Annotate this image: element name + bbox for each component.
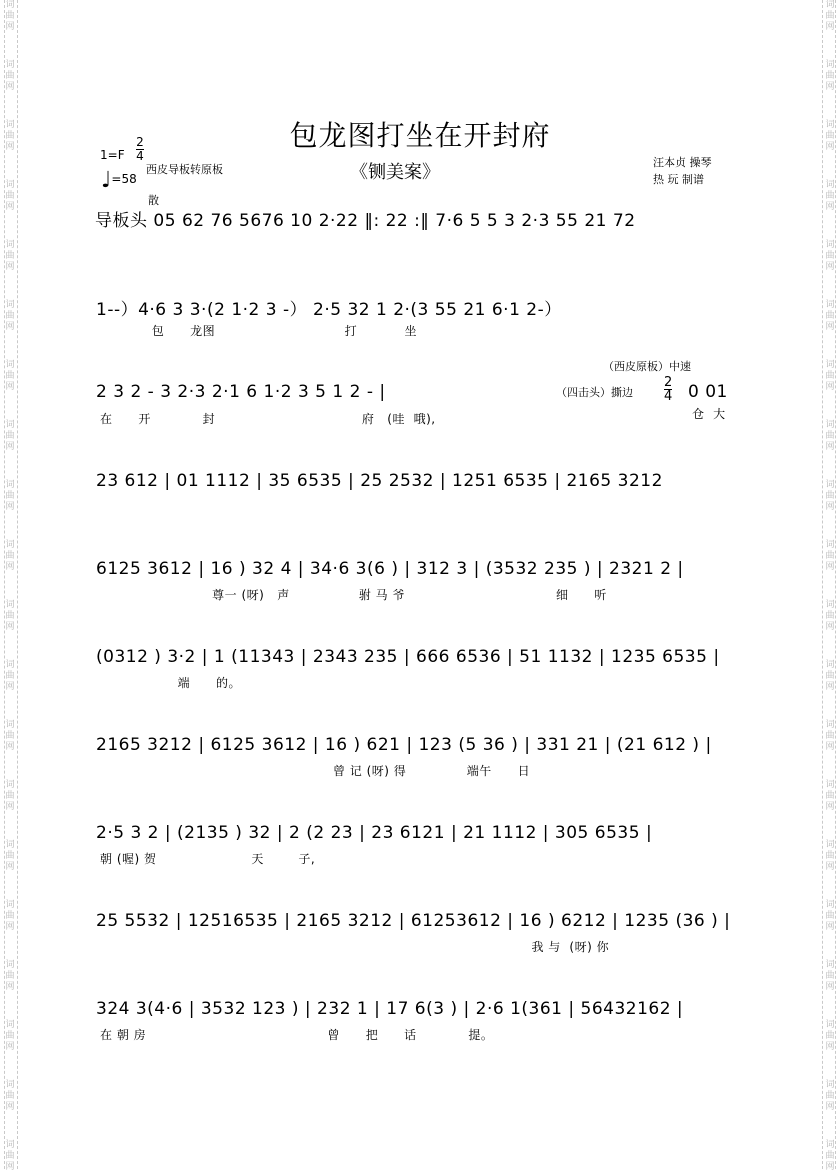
watermark-stamp: 词 曲 网 [5, 180, 15, 212]
lyric-line-3: 在 开 封 府 (哇 哦), [100, 412, 436, 426]
staff-line-8: 2·5 3 2 | (2135 ) 32 | 2 (2 23 | 23 6121 | 21 1112 | 305 6535 | [96, 823, 653, 843]
section-beat-lyric: 仓 大 [692, 407, 726, 421]
staff-line-9: 25 5532 | 12516535 | 2165 3212 | 61253612 | 16 ) 6212 | 1235 (36 ) | [96, 911, 731, 931]
watermark-stamp: 词 曲 网 [825, 720, 835, 752]
watermark-stamp: 词 曲 网 [825, 180, 835, 212]
watermark-stamp: 词 曲 网 [5, 60, 15, 92]
watermark-stamp: 词 曲 网 [825, 480, 835, 512]
watermark-stamp: 词 曲 网 [825, 1080, 835, 1112]
watermark-stamp: 词 曲 网 [825, 660, 835, 692]
watermark-stamp: 词 曲 网 [5, 1080, 15, 1112]
watermark-stamp: 词 曲 网 [825, 0, 835, 32]
mode-label: 西皮导板转原板 [146, 163, 223, 176]
quarter-note-icon: ♩ [101, 168, 112, 193]
staff-line-2: 1--）4·6 3 3·(2 1·2 3 -） 2·5 32 1 2·(3 55 21 6·1 2-） [96, 300, 562, 320]
left-margin-strip [4, 0, 18, 1169]
watermark-stamp: 词 曲 网 [5, 1140, 15, 1172]
watermark-stamp: 词 曲 网 [825, 900, 835, 932]
watermark-stamp: 词 曲 网 [5, 300, 15, 332]
section-meter-bottom: 4 [664, 389, 673, 404]
tempo-marking [101, 168, 137, 193]
meter-top: 2 [136, 135, 144, 149]
watermark-stamp: 词 曲 网 [825, 300, 835, 332]
watermark-stamp: 词 曲 网 [5, 780, 15, 812]
watermark-stamp: 词 曲 网 [5, 960, 15, 992]
section-time-signature [664, 376, 672, 403]
score-title: 包龙图打坐在开封府 [289, 119, 551, 152]
watermark-stamp: 词 曲 网 [825, 960, 835, 992]
watermark-stamp: 词 曲 网 [825, 360, 835, 392]
staff-line-7: 2165 3212 | 6125 3612 | 16 ) 621 | 123 (5 36 ) | 331 21 | (21 612 ) | [96, 735, 712, 755]
watermark-stamp: 词 曲 网 [825, 540, 835, 572]
section-meter-top: 2 [664, 375, 673, 390]
credit-notation: 热 玩 制谱 [653, 173, 704, 186]
staff-line-4: 23 612 | 01 1112 | 35 6535 | 25 2532 | 1251 6535 | 2165 3212 [96, 471, 663, 491]
watermark-stamp: 词 曲 网 [5, 0, 15, 32]
score-subtitle: 《铡美案》 [350, 162, 440, 183]
key-signature: 1=F [100, 148, 125, 162]
lyric-line-5: 尊一 (呀) 声 驸 马 爷 细 听 [100, 588, 607, 602]
meter-bottom: 4 [136, 149, 144, 163]
staff-line-10: 324 3(4·6 | 3532 123 ) | 232 1 | 17 6(3 ) | 2·6 1(361 | 56432162 | [96, 999, 684, 1019]
lyric-line-6: 端 的。 [100, 676, 242, 690]
lyric-line-7: 曾 记 (呀) 得 端午 日 [100, 764, 531, 778]
staff-line-1: 导板头 05 62 76 5676 10 2·22 ‖: 22 :‖ 7·6 5 5 3 2·3 55 21 72 [95, 211, 636, 231]
watermark-stamp: 词 曲 网 [5, 360, 15, 392]
watermark-stamp: 词 曲 网 [5, 720, 15, 752]
watermark-stamp: 词 曲 网 [825, 60, 835, 92]
watermark-stamp: 词 曲 网 [5, 900, 15, 932]
lyric-line-8: 朝 (喔) 贺 天 子, [100, 852, 316, 866]
watermark-stamp: 词 曲 网 [5, 840, 15, 872]
tempo-value: =58 [111, 172, 137, 186]
lyric-line-9: 我 与 (呀) 你 [100, 940, 610, 954]
tempo-change-mark: （西皮原板）中速 [603, 360, 691, 373]
credit-fiddler: 汪本贞 操琴 [653, 156, 712, 169]
lyric-line-10: 在 朝 房 曾 把 话 提。 [100, 1028, 494, 1042]
right-margin-strip [822, 0, 836, 1169]
free-time-mark: 散 [148, 194, 159, 207]
watermark-stamp: 词 曲 网 [5, 660, 15, 692]
staff-line-5: 6125 3612 | 16 ) 32 4 | 34·6 3(6 ) | 312 3 | (3532 235 ) | 2321 2 | [96, 559, 684, 579]
watermark-stamp: 词 曲 网 [5, 240, 15, 272]
watermark-stamp: 词 曲 网 [825, 240, 835, 272]
percussion-mark: （四击头）撕边 [556, 386, 633, 399]
watermark-stamp: 词 曲 网 [5, 420, 15, 452]
watermark-stamp: 词 曲 网 [5, 540, 15, 572]
watermark-stamp: 词 曲 网 [5, 1020, 15, 1052]
watermark-stamp: 词 曲 网 [825, 1020, 835, 1052]
staff-line-6: (0312 ) 3·2 | 1 (11343 | 2343 235 | 666 6536 | 51 1132 | 1235 6535 | [96, 647, 720, 667]
watermark-stamp: 词 曲 网 [825, 420, 835, 452]
watermark-stamp: 词 曲 网 [825, 840, 835, 872]
watermark-stamp: 词 曲 网 [825, 780, 835, 812]
watermark-stamp: 词 曲 网 [5, 120, 15, 152]
watermark-stamp: 词 曲 网 [825, 120, 835, 152]
lyric-line-2: 包 龙图 打 坐 [100, 324, 418, 338]
watermark-stamp: 词 曲 网 [5, 600, 15, 632]
watermark-stamp: 词 曲 网 [825, 1140, 835, 1172]
staff-line-3: 2 3 2 - 3 2·3 2·1 6 1·2 3 5 1 2 - | [96, 382, 386, 402]
time-signature [136, 136, 144, 163]
watermark-stamp: 词 曲 网 [5, 480, 15, 512]
watermark-stamp: 词 曲 网 [825, 600, 835, 632]
section-beat: 0 01 [688, 382, 728, 402]
